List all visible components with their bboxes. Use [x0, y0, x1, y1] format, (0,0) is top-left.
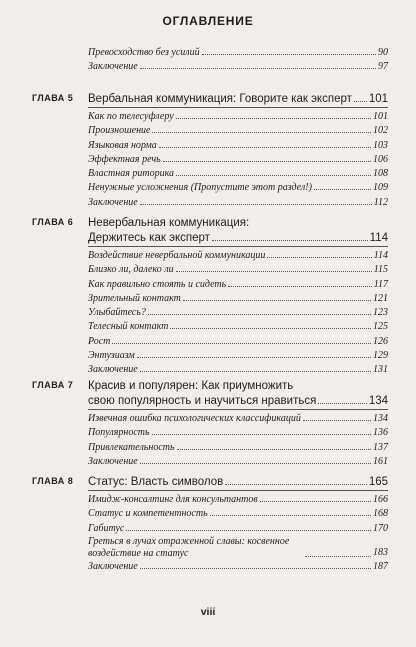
toc-entry[interactable]: Ненужные усложнения (Пропустите этот раздел!) 109 — [88, 182, 388, 194]
leader-dots — [212, 240, 368, 241]
toc-entry[interactable]: Улыбайтесь? 123 — [88, 307, 388, 319]
toc-entry[interactable]: Как по телесуфлеру 101 — [88, 111, 388, 122]
leader-dots — [225, 484, 367, 485]
chapter-label: ГЛАВА 7 — [32, 380, 74, 390]
toc-entry[interactable]: Заключение 112 — [88, 196, 388, 208]
toc-entry[interactable]: Заключение 131 — [88, 364, 388, 376]
page-number: viii — [200, 606, 216, 618]
chapter-page: 114 — [369, 232, 388, 244]
toc-entry[interactable]: Воздействие невербальной коммуникации 114 — [88, 250, 388, 261]
chapter-5 — [32, 92, 388, 210]
toc-entry-page: 90 — [378, 47, 388, 58]
toc-entry[interactable]: Рост 126 — [88, 335, 388, 347]
chapter-title[interactable]: Вербальная коммуникация: Говорите как эксперт 101 — [88, 93, 388, 105]
toc-entry[interactable]: Статус и компетентность 168 — [88, 508, 388, 520]
chapter-page: 134 — [368, 395, 388, 407]
toc-entry[interactable] — [88, 60, 388, 74]
toc-entry[interactable]: Произношение 102 — [88, 125, 388, 137]
toc-entry[interactable]: Эффектная речь 106 — [88, 153, 388, 165]
toc-entry-page: 97 — [378, 61, 388, 73]
chapter-page: 165 — [368, 476, 388, 488]
chapter-rule — [88, 409, 388, 410]
toc-entry-title: Заключение — [88, 61, 138, 73]
chapter-label: ГЛАВА 8 — [32, 476, 74, 486]
toc-entry[interactable]: Привлекательность 137 — [88, 441, 388, 453]
leader-dots — [354, 101, 367, 102]
leader-dots — [318, 403, 366, 404]
toc-entry[interactable]: Извечная ошибка психологических классификаций 134 — [88, 413, 388, 424]
chapter-rule — [88, 490, 388, 491]
chapter-title[interactable]: Невербальная коммуникация: Держитесь как эксперт 114 — [88, 217, 388, 244]
toc-entry[interactable]: Как правильно стоять и сидеть 117 — [88, 278, 388, 290]
chapter-label: ГЛАВА 5 — [32, 93, 74, 103]
chapter-title[interactable]: Красив и популярен: Как приумножить свою популярность и научиться нравиться 134 — [88, 380, 388, 407]
leader-dots — [202, 54, 376, 55]
chapter-8 — [32, 475, 388, 574]
toc-entry[interactable]: Габитус 170 — [88, 522, 388, 534]
chapter-title[interactable]: Статус: Власть символов 165 — [88, 476, 388, 488]
toc-entry[interactable] — [88, 46, 388, 60]
toc-entry[interactable]: Заключение 187 — [88, 560, 388, 572]
chapter-rule — [88, 107, 388, 108]
intro-section — [32, 46, 388, 75]
toc-entry[interactable]: Языковая норма 103 — [88, 139, 388, 151]
toc-entry[interactable]: Зрительный контакт 121 — [88, 292, 388, 304]
toc-entry[interactable]: Телесный контакт 125 — [88, 321, 388, 333]
chapter-7 — [32, 379, 388, 469]
chapter-6 — [32, 216, 388, 378]
toc-entry[interactable]: Греться в лучах отраженной славы: косвенное воздействие на статус 183 — [88, 535, 388, 559]
toc-entry-title: Превосходство без усилий — [88, 47, 200, 58]
page-title: ОГЛАВЛЕНИЕ — [162, 14, 254, 28]
toc-entry[interactable]: Популярность 136 — [88, 427, 388, 439]
leader-dots — [140, 68, 376, 69]
toc-entry[interactable]: Властная риторика 108 — [88, 168, 388, 180]
toc-entry[interactable]: Имидж-консалтинг для консультантов 166 — [88, 494, 388, 505]
toc-entry[interactable]: Энтузиазм 129 — [88, 350, 388, 362]
toc-entry[interactable]: Близко ли, далеко ли 115 — [88, 264, 388, 276]
chapter-page: 101 — [368, 93, 388, 105]
toc-entry[interactable]: Заключение 161 — [88, 455, 388, 467]
chapter-label: ГЛАВА 6 — [32, 217, 74, 227]
chapter-rule — [88, 246, 388, 247]
